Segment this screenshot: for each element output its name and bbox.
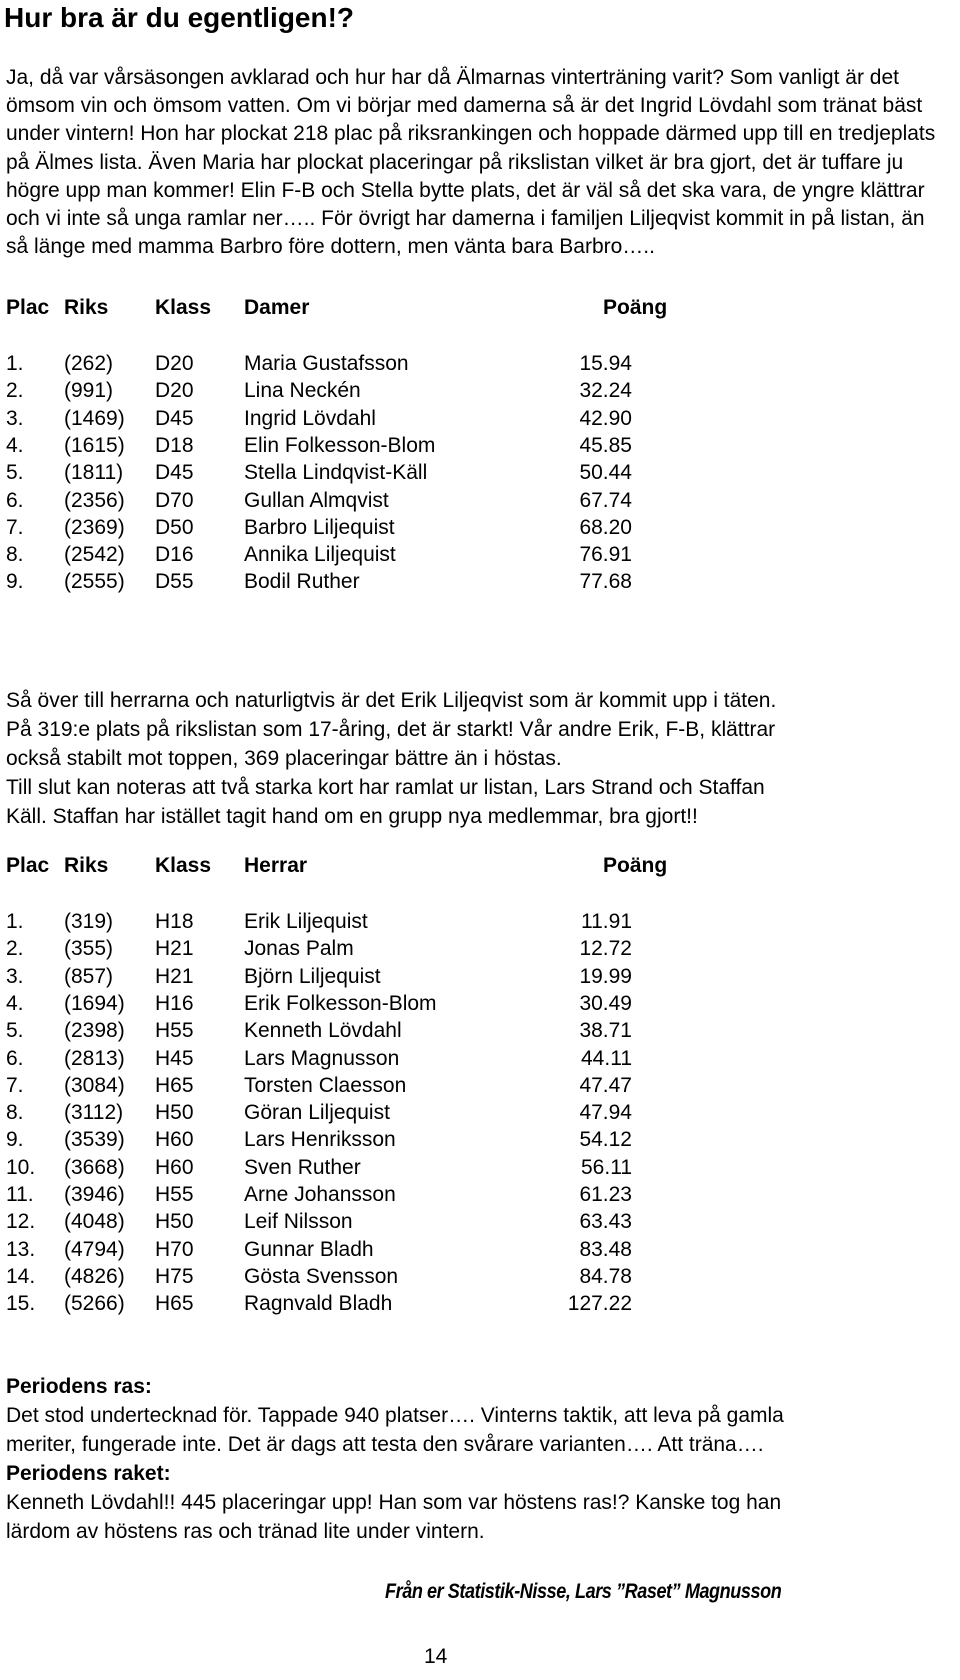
header-name: Herrar: [244, 854, 308, 877]
cell-klass: H55: [155, 1183, 194, 1206]
cell-klass: D20: [155, 352, 194, 375]
cell-plac: 11.: [6, 1183, 34, 1206]
cell-klass: H18: [155, 910, 194, 933]
cell-points: 76.91: [579, 543, 632, 567]
cell-name: Stella Lindqvist-Käll: [244, 461, 428, 485]
cell-points: 32.24: [579, 379, 632, 403]
cell-name: Elin Folkesson-Blom: [244, 433, 436, 457]
cell-riks: (5266): [64, 1292, 125, 1316]
cell-plac: 8.: [6, 543, 24, 567]
cell-plac: 6.: [6, 1046, 24, 1070]
periodens-ras-heading: Periodens ras:: [6, 1375, 152, 1398]
cell-plac: 10.: [6, 1155, 36, 1179]
cell-name: Lina Neckén: [244, 379, 361, 403]
men-intro-line-5: Käll. Staffan har istället tagit hand om en grupp nya medlemmar, bra gjort!!: [6, 805, 698, 828]
cell-plac: 1.: [6, 910, 24, 933]
cell-points: 45.85: [579, 433, 632, 457]
cell-points: 38.71: [579, 1019, 632, 1043]
cell-plac: 9.: [6, 1128, 24, 1152]
cell-name: Lars Henriksson: [244, 1128, 396, 1152]
cell-plac: 6.: [6, 488, 24, 512]
cell-name: Gunnar Bladh: [244, 1237, 374, 1261]
cell-riks: (2398): [64, 1019, 125, 1043]
cell-name: Göran Liljequist: [244, 1101, 390, 1125]
cell-klass: H55: [155, 1019, 194, 1043]
cell-plac: 3.: [6, 964, 24, 988]
header-name: Damer: [244, 296, 310, 319]
cell-name: Annika Liljequist: [244, 543, 396, 567]
header-klass: Klass: [155, 854, 212, 877]
cell-name: Barbro Liljequist: [244, 515, 395, 539]
cell-riks: (262): [64, 352, 114, 375]
cell-name: Ragnvald Bladh: [244, 1292, 393, 1316]
cell-points: 56.11: [581, 1155, 632, 1179]
cell-name: Björn Liljequist: [244, 964, 381, 988]
cell-points: 127.22: [567, 1292, 632, 1316]
cell-plac: 13.: [6, 1237, 36, 1261]
cell-points: 83.48: [579, 1237, 632, 1261]
cell-name: Kenneth Lövdahl: [244, 1019, 402, 1043]
cell-name: Gösta Svensson: [244, 1264, 399, 1288]
cell-points: 30.49: [579, 991, 632, 1015]
cell-klass: H60: [155, 1128, 194, 1152]
cell-klass: H45: [155, 1046, 194, 1070]
cell-name: Maria Gustafsson: [244, 352, 409, 375]
cell-plac: 1.: [6, 352, 24, 375]
cell-points: 68.20: [579, 515, 632, 539]
cell-riks: (319): [64, 910, 114, 933]
header-riks: Riks: [64, 854, 109, 877]
cell-riks: (857): [64, 964, 114, 988]
cell-name: Gullan Almqvist: [244, 488, 389, 512]
cell-riks: (2356): [64, 488, 125, 512]
cell-riks: (3668): [64, 1155, 125, 1179]
cell-points: 61.23: [579, 1183, 632, 1206]
header-points: Poäng: [603, 296, 668, 319]
cell-klass: H21: [155, 937, 194, 961]
cell-klass: D18: [155, 433, 194, 457]
cell-points: 12.72: [579, 937, 632, 961]
cell-klass: H75: [155, 1264, 194, 1288]
cell-riks: (1469): [64, 406, 125, 430]
cell-klass: H50: [155, 1101, 194, 1125]
cell-riks: (4826): [64, 1264, 125, 1288]
cell-plac: 5.: [6, 1019, 24, 1043]
men-intro-line-1: Så över till herrarna och naturligtvis är det Erik Liljeqvist som är kommit upp i täten.: [6, 689, 777, 712]
cell-plac: 12.: [6, 1210, 36, 1234]
cell-klass: D55: [155, 570, 194, 594]
cell-name: Torsten Claesson: [244, 1073, 407, 1097]
periodens-raket-line-2: lärdom av höstens ras och tränad lite under vintern.: [6, 1520, 485, 1543]
cell-points: 63.43: [579, 1210, 632, 1234]
cell-plac: 3.: [6, 406, 24, 430]
cell-riks: (3539): [64, 1128, 125, 1152]
cell-plac: 7.: [6, 515, 24, 539]
cell-riks: (355): [64, 937, 114, 961]
periodens-ras-line-2: meriter, fungerade inte. Det är dags att testa den svårare varianten…. Att träna….: [6, 1433, 764, 1456]
men-intro-line-3: också stabilt mot toppen, 369 placeringar bättre än i höstas.: [6, 747, 562, 770]
cell-riks: (3946): [64, 1183, 125, 1206]
cell-riks: (3084): [64, 1073, 125, 1097]
cell-points: 44.11: [581, 1046, 632, 1070]
cell-plac: 7.: [6, 1073, 24, 1097]
cell-points: 11.91: [581, 910, 632, 933]
page-number: 14: [424, 1645, 448, 1668]
cell-riks: (3112): [64, 1101, 124, 1125]
cell-klass: D20: [155, 379, 194, 403]
cell-klass: H50: [155, 1210, 194, 1234]
cell-plac: 4.: [6, 991, 24, 1015]
cell-klass: H60: [155, 1155, 194, 1179]
cell-name: Jonas Palm: [244, 937, 354, 961]
cell-points: 19.99: [579, 964, 632, 988]
cell-riks: (1615): [64, 433, 125, 457]
cell-plac: 15.: [6, 1292, 36, 1316]
men-intro-line-4: Till slut kan noteras att två starka kort har ramlat ur listan, Lars Strand och Staffan: [6, 776, 765, 799]
periodens-raket-heading: Periodens raket:: [6, 1462, 171, 1485]
page-title: Hur bra är du egentligen!?: [4, 2, 355, 33]
cell-riks: (1694): [64, 991, 125, 1015]
periodens-ras-line-1: Det stod undertecknad för. Tappade 940 platser…. Vinterns taktik, att leva på gamla: [6, 1404, 784, 1427]
cell-riks: (4794): [64, 1237, 125, 1261]
cell-klass: H65: [155, 1292, 194, 1316]
cell-plac: 9.: [6, 570, 24, 594]
cell-points: 50.44: [579, 461, 632, 485]
header-points: Poäng: [603, 854, 668, 877]
cell-name: Sven Ruther: [244, 1155, 361, 1179]
cell-plac: 5.: [6, 461, 24, 485]
cell-riks: (2369): [64, 515, 125, 539]
periodens-raket-line-1: Kenneth Lövdahl!! 445 placeringar upp! Han som var höstens ras!? Kanske tog han: [6, 1491, 782, 1514]
cell-klass: H70: [155, 1237, 194, 1261]
cell-klass: H65: [155, 1073, 194, 1097]
cell-name: Arne Johansson: [244, 1183, 396, 1206]
cell-riks: (2542): [64, 543, 125, 567]
cell-riks: (2813): [64, 1046, 125, 1070]
cell-riks: (4048): [64, 1210, 125, 1234]
cell-klass: D70: [155, 488, 194, 512]
men-intro-line-2: På 319:e plats på rikslistan som 17-åring, det är starkt! Vår andre Erik, F-B, klättrar: [6, 718, 776, 741]
cell-name: Leif Nilsson: [244, 1210, 353, 1234]
cell-klass: H16: [155, 991, 194, 1015]
cell-points: 42.90: [579, 406, 632, 430]
cell-name: Ingrid Lövdahl: [244, 406, 376, 430]
cell-klass: H21: [155, 964, 194, 988]
cell-name: Erik Liljequist: [244, 910, 368, 933]
cell-points: 77.68: [579, 570, 632, 594]
cell-plac: 2.: [6, 937, 24, 961]
cell-klass: D45: [155, 461, 194, 485]
cell-points: 54.12: [579, 1128, 632, 1152]
cell-points: 84.78: [579, 1264, 632, 1288]
cell-plac: 14.: [6, 1264, 36, 1288]
header-klass: Klass: [155, 296, 212, 319]
cell-klass: D16: [155, 543, 194, 567]
cell-plac: 4.: [6, 433, 24, 457]
cell-riks: (1811): [64, 461, 124, 485]
cell-name: Lars Magnusson: [244, 1046, 400, 1070]
signature: Från er Statistik-Nisse, Lars ”Raset” Magnusson: [385, 1580, 782, 1603]
header-plac: Plac: [6, 854, 50, 877]
cell-riks: (991): [64, 379, 114, 403]
cell-points: 15.94: [579, 352, 632, 375]
header-plac: Plac: [6, 296, 50, 319]
cell-riks: (2555): [64, 570, 125, 594]
cell-points: 67.74: [579, 488, 632, 512]
intro-paragraph: Ja, då var vårsäsongen avklarad och hur har då Älmarnas vinterträning varit? Som vanligt är det ömsom vin och ömsom vatten. Om vi börjar med damerna så är det Ingrid Lövdahl som tränat bäst under vintern! Hon har plockat 218 plac på riksrankingen och hoppade därmed upp till en tredjeplats på Älmes lista. Även Maria har plockat placeringar på rikslistan vilket är bra gjort, det är tuffare ju högre upp man kommer! Elin F-B och Stella bytte plats, det är väl så det ska vara, de yngre klättrar och vi inte så unga ramlar ner….. För övrigt har damerna i familjen Liljeqvist kommit in på listan, än så länge med mamma Barbro före dottern, men vänta bara Barbro…..: [6, 66, 936, 259]
header-riks: Riks: [64, 296, 109, 319]
cell-plac: 2.: [6, 379, 24, 403]
cell-klass: D45: [155, 406, 194, 430]
cell-points: 47.47: [579, 1073, 632, 1097]
cell-name: Erik Folkesson-Blom: [244, 991, 437, 1015]
cell-plac: 8.: [6, 1101, 24, 1125]
cell-name: Bodil Ruther: [244, 570, 360, 594]
cell-klass: D50: [155, 515, 194, 539]
cell-points: 47.94: [579, 1101, 632, 1125]
